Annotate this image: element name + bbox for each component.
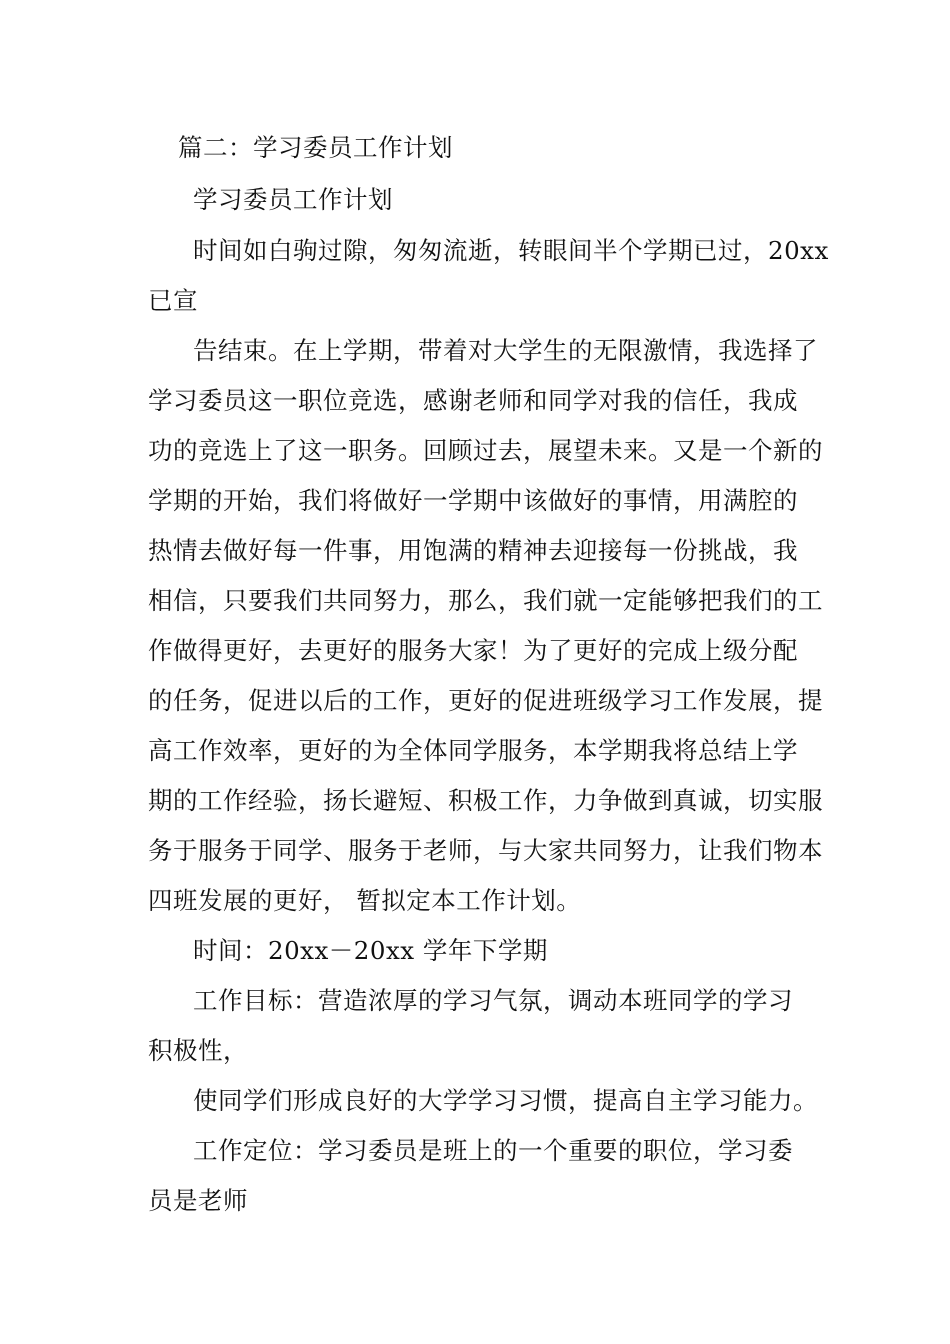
paragraph-line: 功的竞选上了这一职务。回顾过去，展望未来。又是一个新的 xyxy=(148,436,823,465)
paragraph-line: 学期的开始，我们将做好一学期中该做好的事情，用满腔的 xyxy=(148,486,798,515)
paragraph-line: 已宣 xyxy=(148,286,198,315)
paragraph-line: 告结束。在上学期，带着对大学生的无限激情，我选择了 xyxy=(193,336,818,365)
paragraph-line: 期的工作经验，扬长避短、积极工作，力争做到真诚，切实服 xyxy=(148,786,823,815)
paragraph-line: 相信，只要我们共同努力，那么，我们就一定能够把我们的工 xyxy=(148,586,823,615)
paragraph-line: 务于服务于同学、服务于老师，与大家共同努力，让我们物本 xyxy=(148,836,823,865)
paragraph-line: 的任务，促进以后的工作，更好的促进班级学习工作发展，提 xyxy=(148,686,823,715)
paragraph-line: 作做得更好，去更好的服务大家！为了更好的完成上级分配 xyxy=(148,636,798,665)
position-line: 员是老师 xyxy=(148,1186,248,1215)
paragraph-line: 高工作效率，更好的为全体同学服务，本学期我将总结上学 xyxy=(148,736,798,765)
paragraph-line: 热情去做好每一件事，用饱满的精神去迎接每一份挑战，我 xyxy=(148,536,798,565)
document-title: 学习委员工作计划 xyxy=(193,185,393,214)
paragraph-line: 学习委员这一职位竞选，感谢老师和同学对我的信任，我成 xyxy=(148,386,798,415)
paragraph-line: 时间如白驹过隙，匆匆流逝，转眼间半个学期已过，20xx xyxy=(193,236,829,265)
time-line: 时间：20xx－20xx 学年下学期 xyxy=(193,936,548,965)
goal-line: 工作目标：营造浓厚的学习气氛，调动本班同学的学习 xyxy=(193,986,793,1015)
goal-line: 积极性， xyxy=(148,1036,248,1065)
section-heading: 篇二：学习委员工作计划 xyxy=(178,133,453,162)
paragraph-line: 四班发展的更好， 暂拟定本工作计划。 xyxy=(148,886,582,915)
goal-continued-line: 使同学们形成良好的大学学习习惯，提高自主学习能力。 xyxy=(193,1086,818,1115)
position-line: 工作定位：学习委员是班上的一个重要的职位，学习委 xyxy=(193,1136,793,1165)
